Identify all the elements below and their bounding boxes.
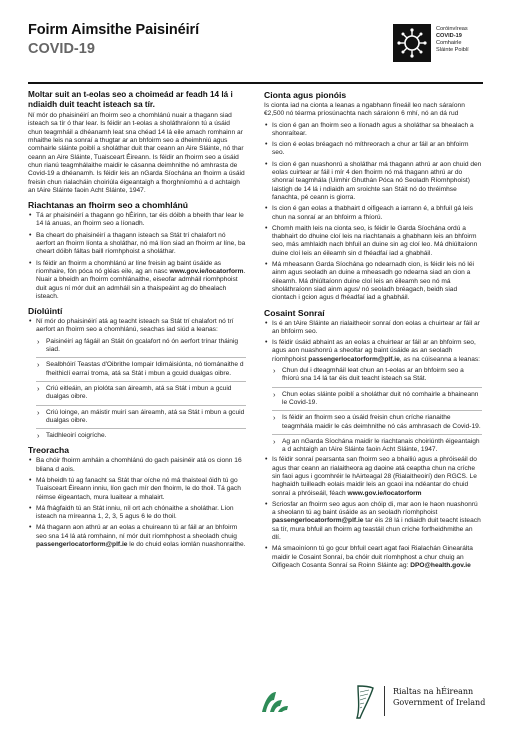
section-heading: Riachtanas an fhoirm seo a chomhlánú xyxy=(28,200,188,211)
divider xyxy=(36,381,246,382)
list-item: • Má mheasann Garda Síochána go ndearnadh cion, is féidir leis nó léi ainm agus seoladh an duine a mheasadh go ndearna siad an cion a éileamh. Má dhiúltaíonn duine cloí leis an éileamh seo nó má sholáthraíonn siad ainm agus/ nó seoladh bréagach, beidh siad ciontach i gcion agus d fhéadfaí iad a ghabháil. xyxy=(264,261,482,302)
covid-logo xyxy=(393,22,483,74)
divider xyxy=(272,434,482,435)
locator-form-link[interactable]: www.gov.ie/locatorform xyxy=(169,267,244,275)
header-divider xyxy=(28,82,483,84)
list-item-text: Má smaoiníonn tú go gcur bhfuil ceart agat faoi Rialachán Ginearálta maidir le Cosaint Sonraí, ba chóir duit ríomhphost a chur chuig an Oifigeach Cosanta Sonraí sa Roinn Sláinte ag: xyxy=(272,545,473,569)
page-title: Foirm Aimsithe Paisinéirí xyxy=(28,22,200,38)
logo-line: Comhairle xyxy=(436,40,462,46)
sub-list-item: › Chun dul i dteagmháil leat chun an t-eolas ar an bhfoirm seo a fhíorú sna 14 lá tar éis duit teacht isteach sa Stát. xyxy=(264,367,482,384)
list-item-text: Má thagann aon athrú ar an eolas a chuireann tú ar fáil ar an bhfoirm seo sna 14 lá atá romhainn, ní mór duit ríomhphost a sheoladh chuig xyxy=(36,524,238,540)
section-heading: Treoracha xyxy=(28,445,70,456)
hse-logo-icon xyxy=(258,686,292,720)
lead-notice: Moltar suit an t-eolas seo a choimeád ar feadh 14 lá i ndiaidh duit teacht isteach sa tír. xyxy=(28,90,233,109)
locator-form-link[interactable]: www.gov.ie/locatorform xyxy=(347,489,422,497)
government-wordmark xyxy=(384,686,485,716)
sub-list-item: › Criú loinge, an máistir muirí san áireamh, atá sa Stát i mbun a gcuid dualgas oibre. xyxy=(28,409,246,426)
list-item: • Má fhágfaidh tú an Stát inniu, níl ort ach chónaithe a sholáthar. Líon isteach na míreanna 1, 2, 3, 5 agus 6 le do thoil. xyxy=(28,505,246,522)
dpo-email-link[interactable]: DPO@health.gov.ie xyxy=(410,561,471,569)
footer xyxy=(0,682,510,734)
list-item: • Ba chóir fhoirm amháin a chomhlánú do gach paisinéir atá os cionn 16 bliana d aois. xyxy=(28,457,246,474)
list-item: • Chomh maith leis na cionta seo, is féidir le Garda Síochána ordú a thabhairt do dhuine cloí leis na riachtanais a ghabhann leis an bhfoirm seo, más amhlaidh nach bhfuil an duine sin ag cloí leo. Má dhiúltaíonn duine cloí leis an éileamh sin d fhéadfaí iad a ghabháil. xyxy=(264,225,482,258)
gov-english-name: Government of Ireland xyxy=(393,698,486,707)
list-item: • Tá ar phaisinéirí a thagann go hÉirinn, tar éis dóibh a bheith thar lear le 14 lá anuas, an fhoirm seo a líonadh. xyxy=(28,212,246,229)
sub-list-item: › Ag an nGarda Síochána maidir le riachtanais choiriúnth éigeantaigh a d achtaigh an tAire Sláinte faoin Acht Sláinte, 1947. xyxy=(264,438,482,455)
sub-list-item: › Chun eolas sláinte poiblí a sholáthar duit nó comhairle a bhaineann le Covid-19. xyxy=(264,391,482,408)
list-item-text: Is féidir an fhoirm a chomhlánú ar líne freisin ag baint úsáide as ríomhaire, fón póca nó gléas eile, ag an nasc xyxy=(36,259,222,275)
list-item: • Is cion é gan nuashonrú a sholáthar má thagann athrú ar aon chuid den eolas cuirtear ar fáil i mír 4 den fhoirm nó má thagann athrú ar do shonraí teagmhála (Uimhir Ghuthán Póca nó Seoladh Ríomhphoist) laistigh de 14 lá i ndiaidh am sroichte san Stáit nó do thréimhse fanachta, pé ceann is giorra. xyxy=(264,161,482,202)
divider xyxy=(36,357,246,358)
left-column xyxy=(28,90,246,552)
section-heading: Cionta agus pionóis xyxy=(264,90,347,100)
list-item xyxy=(28,260,246,301)
logo-caption xyxy=(436,26,469,54)
page-subtitle: COVID-19 xyxy=(28,41,95,57)
list-item-text: , as na cúiseanna a leanas: xyxy=(399,355,481,363)
document-header xyxy=(28,22,483,80)
logo-line: Sláinte Poiblí xyxy=(436,47,469,53)
list-item: • Is cion é eolas bréagach nó míthreorach a chur ar fáil ar an bhfoirm seo. xyxy=(264,141,482,158)
list-item-text: Is féidir sonraí pearsanta san fhoirm seo a bhailiú agus a phróiseáil do agus thar ceann an rialaitheora ag daoine atá ceaptha chun na críche sin faoi agus i gcomhréir le hAirteagal 28 (Rialaitheoirí) den RGCS. Le haghaidh tuilleadh eolais maidir leis an gcaoi ina ndéantar do chuid sonraí a phróiseáil, féach xyxy=(272,456,477,497)
divider xyxy=(36,428,246,429)
logo-line: Coróinvíreas xyxy=(436,26,468,32)
list-item xyxy=(264,501,482,542)
section-intro: Is cionta iad na cionta a leanas a ngabhann fíneáil leo nach sáraíonn €2,500 nó téarma príosúnachta nach sáraíonn 6 mhí, nó an dá rud xyxy=(264,102,465,118)
divider xyxy=(272,410,482,411)
email-link[interactable]: passengerlocatorform@plf.ie xyxy=(272,517,364,525)
section-heading: Cosaint Sonraí xyxy=(264,307,325,318)
list-item: • Ní mór do phaisinéirí atá ag teacht isteach sa Stát trí chalafort nó trí aerfort an fhoirm seo a chomhlánú, seachas iad siúd a leanas: xyxy=(28,318,246,335)
harp-emblem-icon xyxy=(354,684,376,720)
sub-list-item: › Is féidir an fhoirm seo a úsáid freisin chun críche rianaithe teagmhála maidir le cás deimhnithe nó cás amhrasach de Covid-19. xyxy=(264,414,482,431)
sub-list-item: › Sealbhóirí Teastas d'Oibrithe Iompair Idirnáisiúnta, nó tiománaithe d fheithiclí earraí troma, atá sa Stát i mbun a gcuid dualgas oibre. xyxy=(28,361,246,378)
logo-line: COVID-19 xyxy=(436,33,462,39)
sub-list-item: › Taidhleoirí coigríche. xyxy=(28,432,246,440)
email-link[interactable]: passengerlocatorform@plf.ie xyxy=(36,541,128,549)
list-item: • Is cion é gan eolas a thabhairt d oifigeach a iarrann é, a bhfuil gá leis chun na sonraí ar an bhfoirm a fhíorú. xyxy=(264,205,482,222)
list-item xyxy=(28,524,246,549)
divider xyxy=(272,387,482,388)
list-item-text: Scriosfar an fhoirm seo agus aon chóip di, mar aon le haon nuashonrú a sheolann tú ag baint úsáide as an seoladh ríomhphoist xyxy=(272,500,478,517)
intro-paragraph: Ní mór do phaisinéirí an fhoirm seo a chomhlánú nuair a thagann siad isteach sa tír ó thar lear. Is féidir an t-eolas a sholáthraíonn tú a úsáid chun teagmháil a dhéanamh leat sna chéad 14 lá eile amach romhainn ar mhaithe leis na sonraí a thugtar ar an bhfoirm seo a dheimhniú agus comhairle sláinte poiblí a sholáthar duit thar ceann an Aire Sláinte, nó thar ceann an Aire Sláinte, Tuaisceart Éireann. Is féidir an fhoirm seo a úsáid chun rianú teagmhálaithe maidir le cásanna deimhnithe nó amhrasta de Covid-19 a dhéanamh. Is féidir leis an nGarda Síochána an fhoirm a úsáid freisin chun rialacháin choiriúla éigeantaigh a fhorghníomhú a d achtaigh an tAire Sláinte faoin Acht Sláinte, 1947. xyxy=(28,112,245,194)
list-item: • Is é an tAire Sláinte an rialaitheoir sonraí don eolas a chuirtear ar fáil ar an bhfoirm seo. xyxy=(264,320,482,337)
list-item-text: tar éis 28 lá i ndiaidh duit teacht isteach sa tír, mura bhfuil an fhoirm ag teastáil chun críche forfheidhmithe an dlí. xyxy=(272,517,481,542)
list-item-text: le do chuid eolas iomlán nuashonraithe. xyxy=(127,541,246,549)
section-heading: Díolúintí xyxy=(28,306,63,317)
list-item: • Má bheidh tú ag fanacht sa Stát thar oíche nó má thaisteal óidh tú go Tuaisceart Éireann inniu, líon gach mír den fhoirm, le do thoil. Tá gach réimse éigeantach, mura luaitear a mhalairt. xyxy=(28,477,246,502)
list-item: • Ba cheart do phaisinéirí a thagann isteach sa Stát trí chalafort nó aerfort an fhoirm líonta a sholáthar, nó má líon siad an fhoirm ar líne, ba cheart dóibh fáltas baill ríomhphoist a sholáthar. xyxy=(28,232,246,257)
list-item: • Is cion é gan an fhoirm seo a líonadh agus a sholáthar sa bhealach a shonraítear. xyxy=(264,122,482,139)
list-item-text: . Nuair a bheidh an fhoirm comhlánaithe, eiseofar admháil ríomhphoist duit agus ní mór duit an admháil sin a thaispeáint ag do bhealach isteach. xyxy=(36,267,246,300)
divider xyxy=(36,405,246,406)
list-item-text: Is féidir úsáid abhaint as an eolas a chuirtear ar fáil ar an bhfoirm seo, agus aon nuashonrú a sheoltar ag baint úsáide as an seoladh ríomhphoist xyxy=(272,339,476,363)
list-item xyxy=(264,545,482,570)
list-item xyxy=(264,456,482,497)
list-item xyxy=(264,339,482,364)
covid-19-virus-icon xyxy=(393,24,431,62)
email-link[interactable]: passengerlocatorform@plf.ie xyxy=(308,355,400,363)
sub-list-item: › Criú eitleáin, an píolóta san áireamh, atá sa Stát i mbun a gcuid dualgas oibre. xyxy=(28,385,246,402)
right-column xyxy=(264,90,482,573)
gov-irish-name: Rialtas na hÉireann xyxy=(393,687,474,696)
sub-list-item: › Paisinéirí ag fágáil an Stáit ón gcalafort nó ón aerfort trínar tháinig siad. xyxy=(28,338,246,355)
